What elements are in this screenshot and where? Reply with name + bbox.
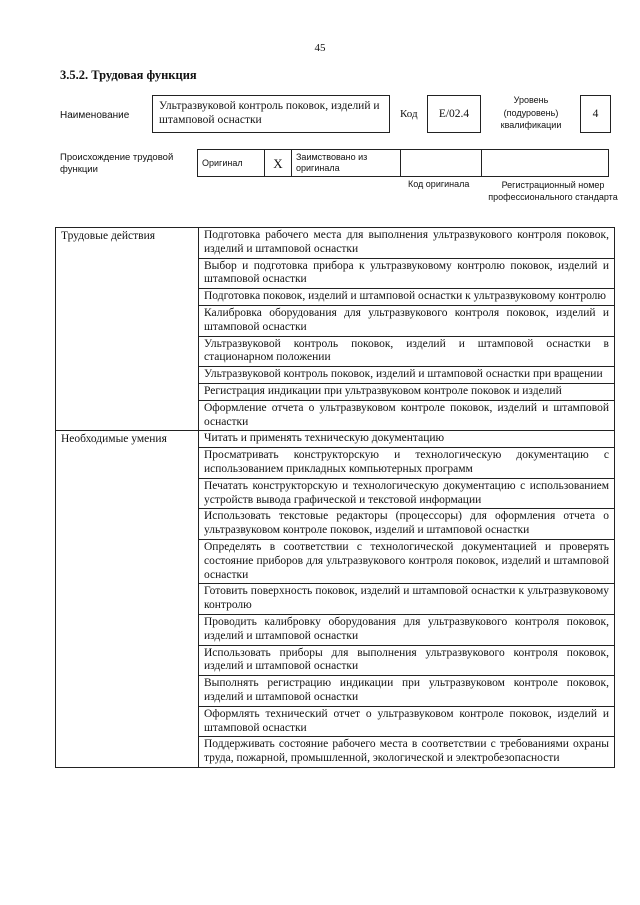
item-cell: Оформление отчета о ультразвуковом контроле поковок, изделий и штамповой оснастки [199, 400, 615, 431]
origin-table [197, 149, 609, 177]
name-value: Ультразвуковой контроль поковок, изделий и штамповой оснастки [152, 95, 390, 133]
name-label: Наименование [60, 110, 130, 121]
item-cell: Готовить поверхность поковок, изделий и штамповой оснастки к ультразвуковому контролю [199, 584, 615, 615]
category-cell: Трудовые действия [56, 228, 199, 431]
original-code-caption: Код оригинала [408, 179, 470, 189]
table-row [56, 431, 615, 448]
item-cell: Ультразвуковой контроль поковок, изделий и штамповой оснастки при вращении [199, 367, 615, 384]
reg-number-caption: Регистрационный номер профессионального стандарта [488, 180, 618, 202]
item-cell: Подготовка рабочего места для выполнения ультразвукового контроля поковок, изделий и штамповой оснастки [199, 228, 615, 259]
item-cell: Печатать конструкторскую и технологическую документацию с использованием устройств вывода графической и текстовой информации [199, 478, 615, 509]
original-label: Оригинал [198, 150, 265, 177]
reg-number-cell [482, 150, 609, 177]
page-number: 45 [314, 42, 326, 54]
item-cell: Проводить калибровку оборудования для ультразвукового контроля поковок, изделий и штамповой оснастки [199, 614, 615, 645]
item-cell: Выполнять регистрацию индикации при ультразвуковом контроле поковок, изделий и штамповой оснастки [199, 676, 615, 707]
item-cell: Просматривать конструкторскую и технологическую документацию с использованием прикладных компьютерных программ [199, 448, 615, 479]
item-cell: Ультразвуковой контроль поковок, изделий и штамповой оснастки в стационарном положении [199, 336, 615, 367]
qualification-level-value: 4 [580, 95, 611, 133]
item-cell: Калибровка оборудования для ультразвукового контроля поковок, изделий и штамповой оснастки [199, 305, 615, 336]
original-mark: X [265, 150, 292, 177]
code-label: Код [400, 108, 418, 120]
category-cell: Необходимые умения [56, 431, 199, 768]
item-cell: Оформлять технический отчет о ультразвуковом контроле поковок, изделий и штамповой оснастки [199, 706, 615, 737]
qualification-level-label: Уровень (подуровень) квалификации [500, 95, 562, 130]
item-cell: Использовать текстовые редакторы (процессоры) для оформления отчета о ультразвуковом контроле поковок, изделий и штамповой оснастки [199, 509, 615, 540]
table-row [56, 228, 615, 259]
origin-label: Происхождение трудовой функции [60, 152, 174, 175]
code-value: E/02.4 [427, 95, 481, 133]
section-title: 3.5.2. Трудовая функция [60, 68, 197, 82]
function-details-body [56, 228, 615, 768]
item-cell: Поддерживать состояние рабочего места в соответствии с требованиями охраны труда, пожарной, промышленной, экологической и электробезопасности [199, 737, 615, 768]
borrowed-label: Заимствовано из оригинала [292, 150, 401, 177]
item-cell: Выбор и подготовка прибора к ультразвуковому контролю поковок, изделий и штамповой оснастки [199, 258, 615, 289]
item-cell: Подготовка поковок, изделий и штамповой оснастки к ультразвуковому контролю [199, 289, 615, 306]
item-cell: Определять в соответствии с технологической документацией и проверять состояние приборов для ультразвукового контроля поковок, изделий и штамповой оснастки [199, 539, 615, 583]
item-cell: Читать и применять техническую документацию [199, 431, 615, 448]
item-cell: Регистрация индикации при ультразвуковом контроле поковок и изделий [199, 383, 615, 400]
function-details-table [55, 227, 615, 768]
original-code-cell [401, 150, 482, 177]
item-cell: Использовать приборы для выполнения ультразвукового контроля поковок, изделий и штамповой оснастки [199, 645, 615, 676]
